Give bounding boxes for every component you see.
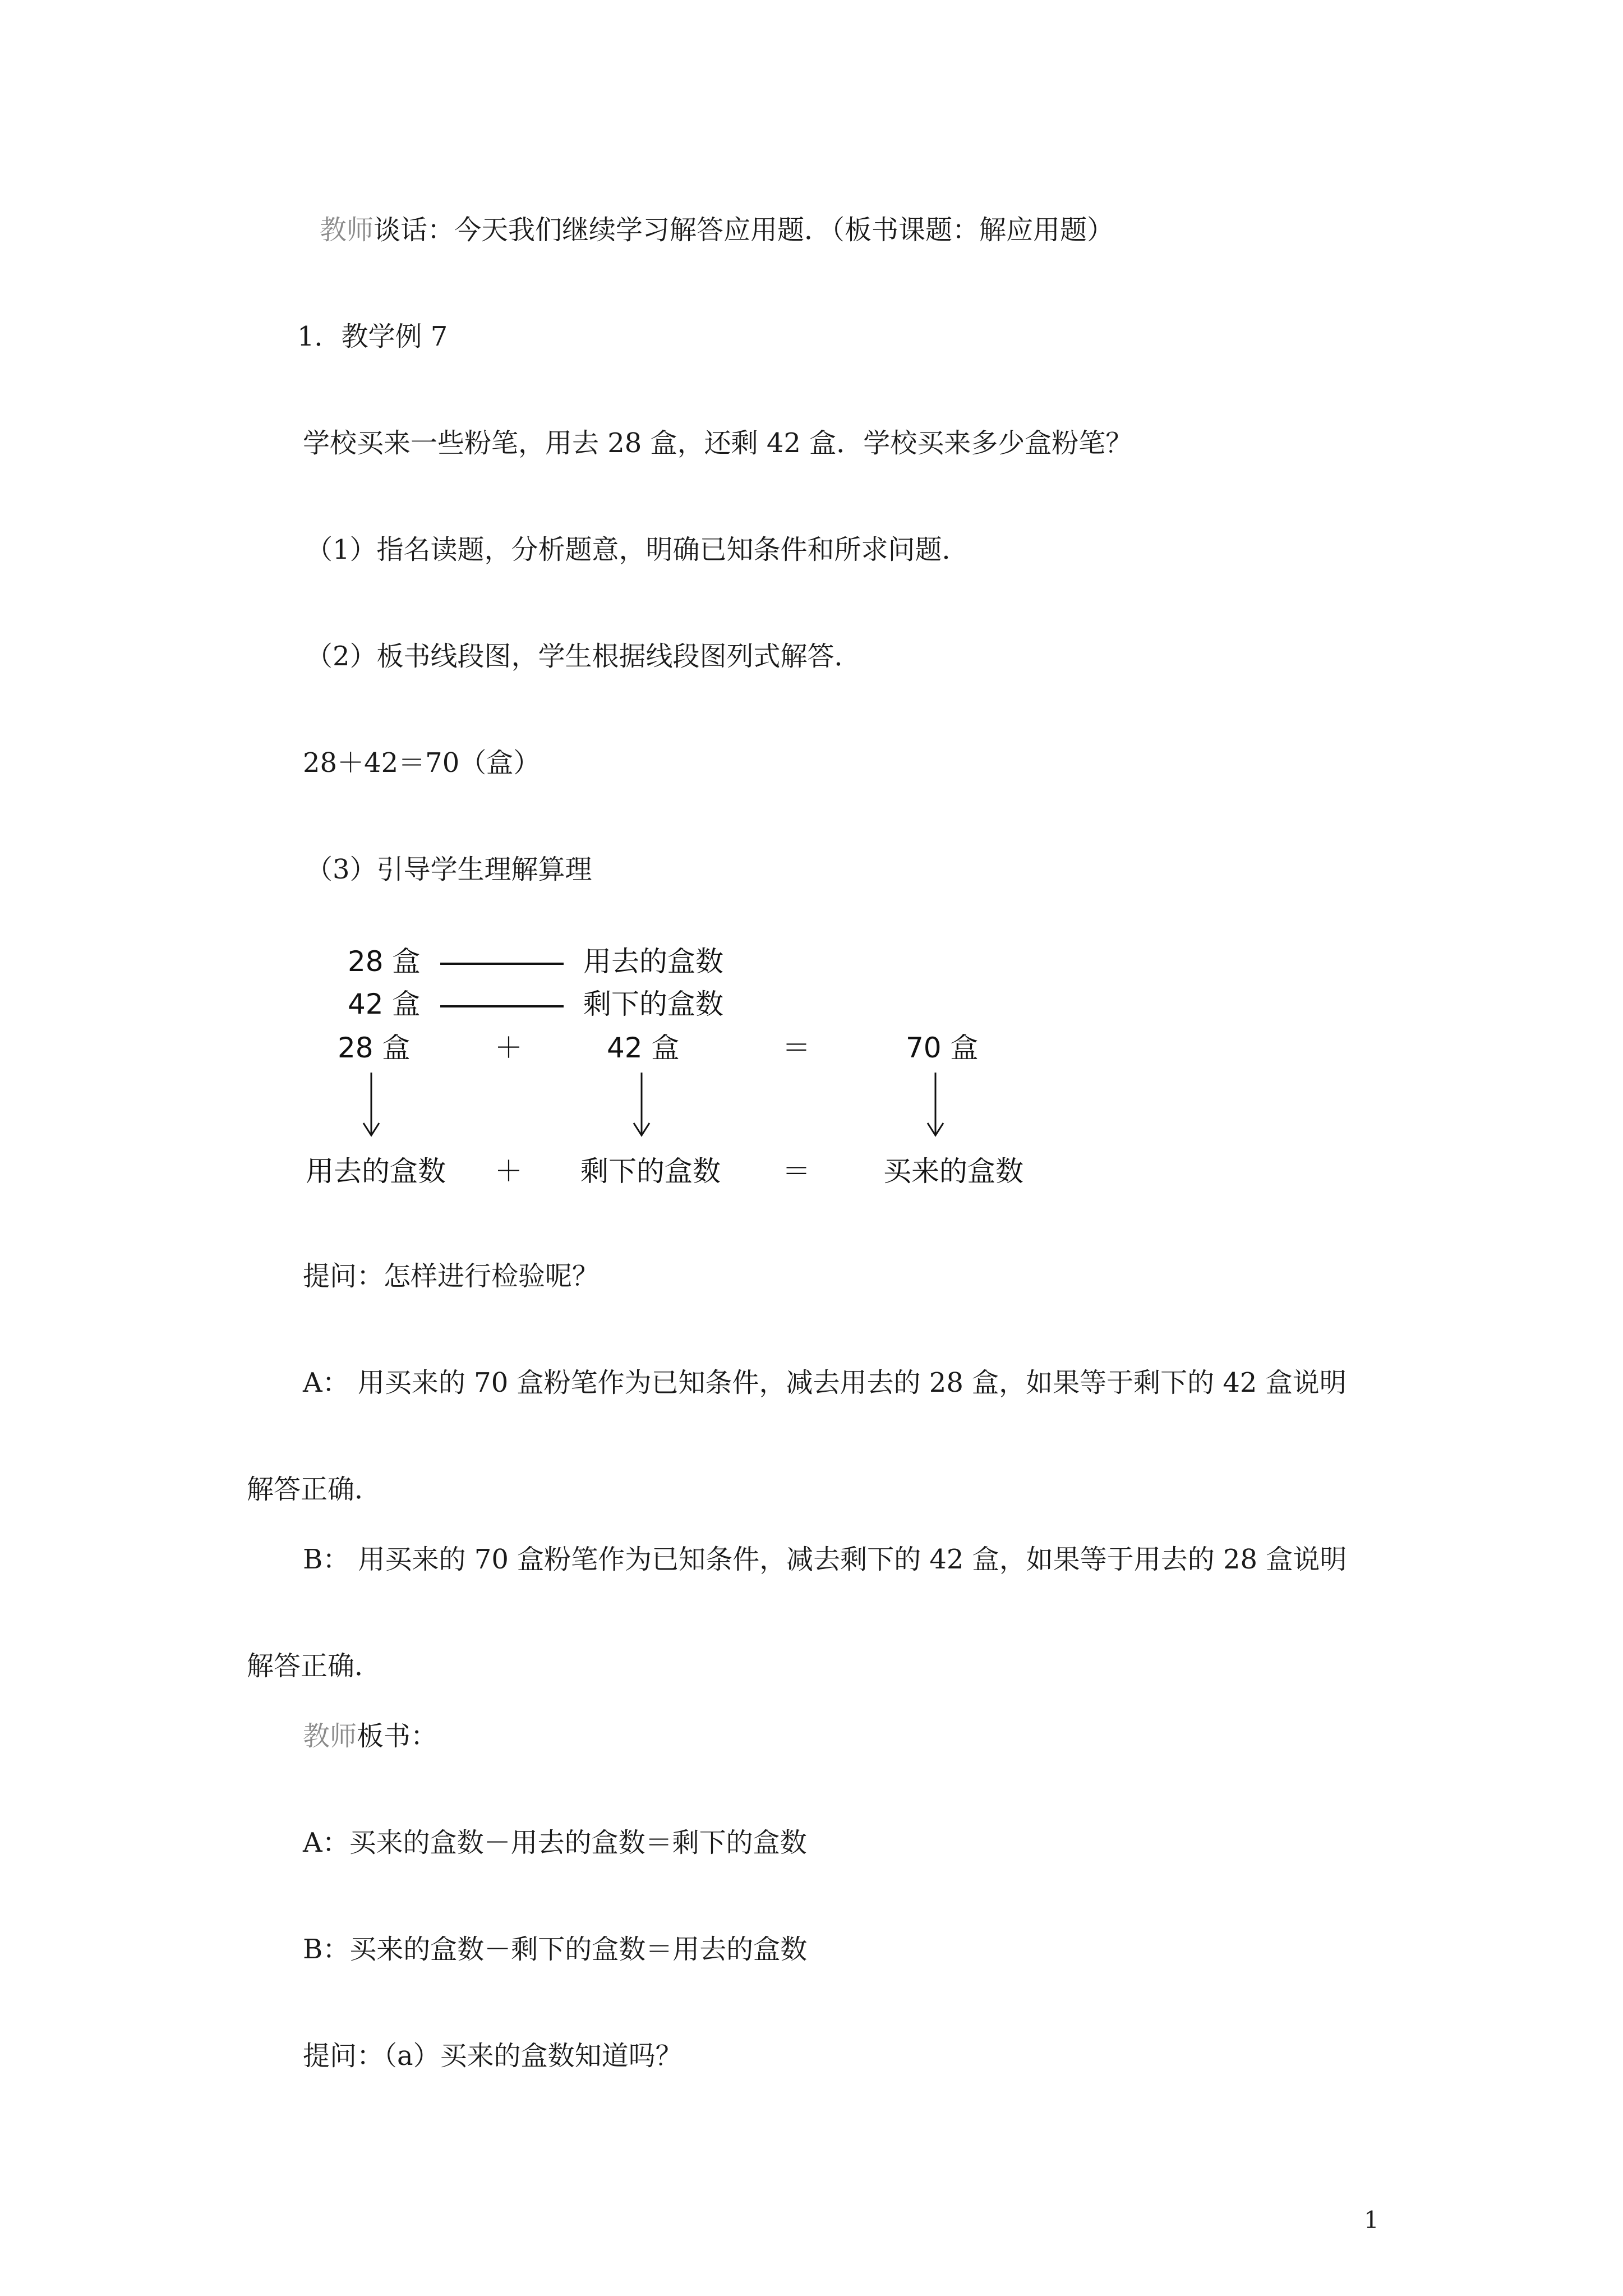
- step-1: （1）指名读题，分析题意，明确已知条件和所求问题．: [306, 534, 969, 565]
- diagram-row3-result: 70 盒: [906, 1032, 979, 1064]
- arrow-down-icon: [363, 1073, 379, 1135]
- question-check: 提问：怎样进行检验呢？: [303, 1260, 600, 1292]
- formula-a: A：买来的盒数－用去的盒数＝剩下的盒数: [303, 1827, 807, 1858]
- diagram-row1-meaning: 用去的盒数: [583, 945, 723, 978]
- diagram-row2-meaning: 剩下的盒数: [583, 988, 723, 1020]
- diagram-row3-term-a: 28 盒: [338, 1032, 411, 1064]
- diagram-row4-result: 买来的盒数: [883, 1155, 1023, 1188]
- example-heading: 1．教学例 7: [297, 321, 448, 352]
- board-label-text: 板书：: [357, 1720, 438, 1752]
- problem-statement: 学校买来一些粉笔，用去 28 盒，还剩 42 盒．学校买来多少盒粉笔？: [303, 427, 1133, 459]
- answer-b-line1: B： 用买来的 70 盒粉笔作为已知条件，减去剩下的 42 盒，如果等于用去的 28 盒说明: [303, 1544, 1347, 1575]
- answer-a-line1: A： 用买来的 70 盒粉笔作为已知条件，减去用去的 28 盒，如果等于剩下的 42 盒说明: [303, 1367, 1347, 1398]
- equation: 28＋42＝70（盒）: [303, 747, 541, 779]
- answer-b-line2: 解答正确．: [247, 1650, 382, 1682]
- diagram-row3-equals: ＝: [782, 1032, 810, 1064]
- page-number: 1: [1364, 2206, 1379, 2234]
- diagram-row4-equals: ＝: [782, 1155, 810, 1188]
- paragraph-teacher-talk: [320, 213, 1114, 247]
- diagram-row4-plus: ＋: [495, 1155, 523, 1188]
- diagram-row3-term-b: 42 盒: [607, 1032, 680, 1064]
- teacher-label: 教师: [303, 1720, 357, 1752]
- teacher-talk-text: 谈话：今天我们继续学习解答应用题．（板书课题：解应用题）: [374, 214, 1114, 246]
- teacher-label: 教师: [320, 214, 374, 246]
- formula-b: B：买来的盒数－剩下的盒数＝用去的盒数: [303, 1934, 808, 1965]
- arrow-down-icon: [928, 1073, 943, 1135]
- arrow-down-icon: [634, 1073, 649, 1135]
- step-3: （3）引导学生理解算理: [306, 854, 592, 885]
- diagram-row2-value: 42 盒: [348, 988, 421, 1020]
- diagram-row1-value: 28 盒: [348, 945, 421, 978]
- step-2: （2）板书线段图，学生根据线段图列式解答．: [306, 641, 861, 672]
- diagram-row4-term-a: 用去的盒数: [306, 1155, 446, 1188]
- diagram-row3-plus: ＋: [495, 1032, 523, 1064]
- teacher-board-heading: [303, 1719, 437, 1753]
- reasoning-diagram: [297, 920, 1094, 1212]
- answer-a-line2: 解答正确．: [247, 1474, 382, 1505]
- diagram-row4-term-b: 剩下的盒数: [580, 1155, 721, 1188]
- question-a: 提问：（a）买来的盒数知道吗？: [303, 2040, 683, 2072]
